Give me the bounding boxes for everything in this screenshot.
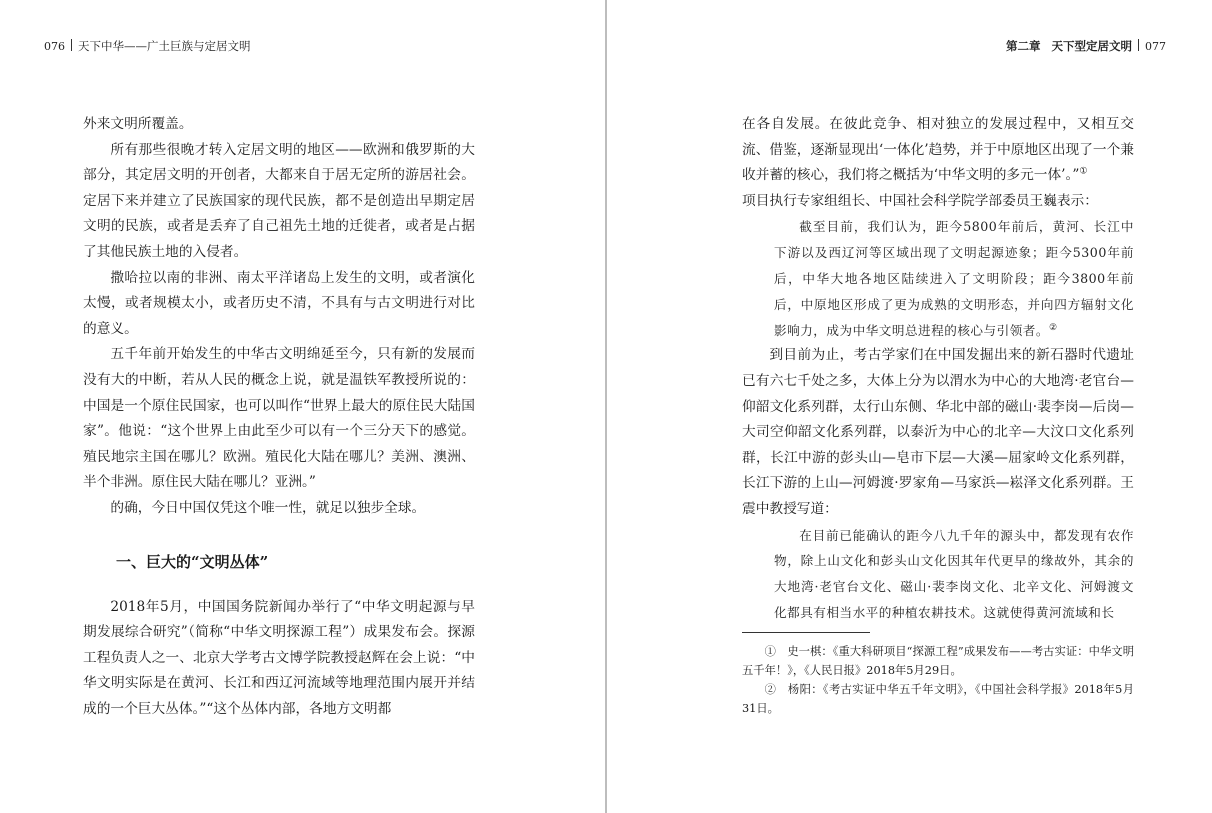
footnote: ② 杨阳：《考古实证中华五千年文明》，《中国社会科学报》2018年5月31日。 (742, 683, 1134, 715)
paragraph (742, 112, 1134, 189)
left-running-head (44, 38, 251, 55)
paragraph: 所有那些很晚才转入定居文明的地区——欧洲和俄罗斯的大部分，其定居文明的开创者，大都来自于居无定所的游居社会。定居下来并建立了民族国家的现代民族，都不是创造出早期定居文明的民族，或者是丢弃了自己祖先土地的迁徙者，或者是占据了其他民族土地的入侵者。 (83, 141, 475, 260)
section-heading: 一、巨大的“文明丛体” (116, 552, 269, 571)
paragraph: 五千年前开始发生的中华古文明绵延至今，只有新的发展而没有大的中断，若从人民的概念上说，就是温铁军教授所说的：中国是一个原住民国家，也可以叫作“世界上最大的原住民大陆国家”。他说：“这个世界上由此至少可以有一个三分天下的感觉。殖民地宗主国在哪儿？欧洲。殖民化大陆在哪儿？美洲、澳洲、半个非洲。原住民大陆在哪儿？亚洲。” (83, 346, 475, 491)
paragraph: 撒哈拉以南的非洲、南太平洋诸岛上发生的文明，或者演化太慢，或者规模太小，或者历史不清，不具有与古文明进行对比的意义。 (83, 269, 475, 337)
footnotes (742, 642, 1134, 718)
right-header-title: 天下型定居文明 (1051, 39, 1132, 53)
header-separator (71, 39, 72, 51)
right-body-text (742, 112, 1134, 626)
chapter-label: 第二章 (1006, 39, 1041, 53)
quote-text: 在目前已能确认的距今八九千年的源头中，都发现有农作物，除上山文化和彭头山文化因其年代更早的缘故外，其余的大地湾·老官台文化、磁山·裴李岗文化、北辛文化、河姆渡文化都具有相当水平的种植农耕技术。这就使得黄河流域和长 (774, 527, 1134, 620)
left-header-title: 天下中华——广土巨族与定居文明 (78, 39, 251, 53)
paragraph: 到目前为止，考古学家们在中国发掘出来的新石器时代遗址已有六七千处之多，大体上分为以渭水为中心的大地湾·老官台—仰韶文化系列群，太行山东侧、华北中部的磁山·裴李岗—后岗—大司空仰韶文化系列群，以泰沂为中心的北辛—大汶口文化系列群，长江中游的彭头山—皂市下层—大溪—屈家岭文化系列群，长江下游的上山—河姆渡·罗家角—马家浜—崧泽文化系列群。王震中教授写道： (742, 347, 1134, 517)
right-running-head (1006, 38, 1166, 55)
footnote-reference[interactable]: ② (1048, 322, 1058, 333)
footnote-reference[interactable]: ① (1079, 166, 1088, 177)
footnote: ① 史一棋：《重大科研项目“探源工程”成果发布——考古实证：中华文明五千年！》，《人民日报》2018年5月29日。 (742, 645, 1134, 677)
paragraph: 的确，今日中国仅凭这个唯一性，就足以独步全球。 (110, 499, 426, 516)
paragraph-text: 在各自发展。在彼此竞争、相对独立的发展过程中，又相互交流、借鉴，逐渐显现出‘一体化’趋势，并于中原地区出现了一个兼收并蓄的核心，我们将之概括为‘中华文明的多元一体’。” (742, 116, 1134, 184)
block-quote (742, 523, 1134, 626)
header-separator (1138, 39, 1139, 51)
paragraph: 项目执行专家组组长、中国社会科学院学部委员王巍表示： (742, 192, 1098, 209)
left-body-text (83, 112, 475, 722)
paragraph: 外来文明所覆盖。 (83, 116, 193, 132)
footnote-divider (742, 632, 870, 633)
quote-text (774, 214, 1134, 343)
quote-body: 截至目前，我们认为，距今5800年前后，黄河、长江中下游以及西辽河等区域出现了文明起源迹象；距今5300年前后，中华大地各地区陆续进入了文明阶段；距今3800年前后，中原地区形成了更为成熟的文明形态，并向四方辐射文化影响力，成为中华文明总进程的核心与引领者。 (774, 219, 1134, 338)
left-page-number: 076 (44, 40, 65, 53)
paragraph: 2018年5月，中国国务院新闻办举行了“中华文明起源与早期发展综合研究”（简称“中华文明探源工程”）成果发布会。探源工程负责人之一、北京大学考古文博学院教授赵辉在会上说：“中华文明实际是在黄河、长江和西辽河流域等地理范围内展开并结成的一个巨大丛体。”“这个丛体内部，各地方文明都 (83, 598, 475, 717)
right-page-number: 077 (1145, 40, 1166, 53)
block-quote (742, 214, 1134, 343)
